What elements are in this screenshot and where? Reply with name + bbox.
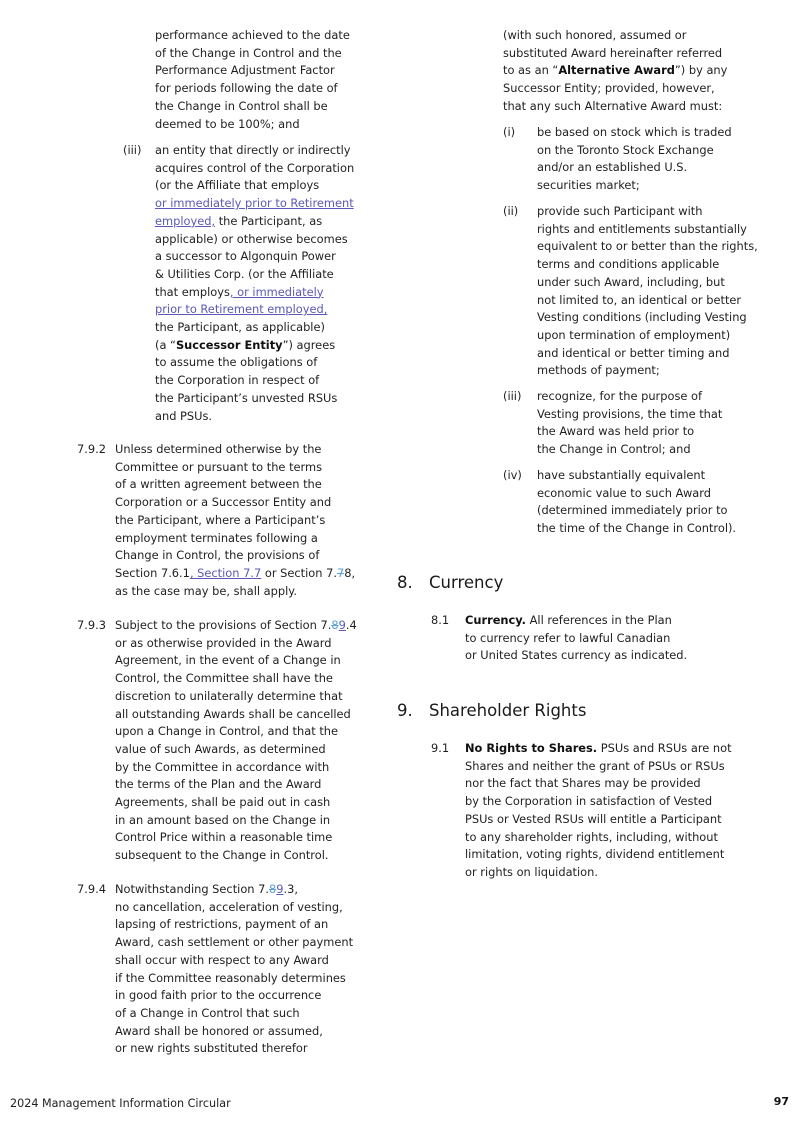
text-line: rights and entitlements substantially: [537, 221, 747, 236]
tracked-insertion: or immediately prior to Retirement: [155, 196, 354, 211]
text-line: methods of payment;: [537, 363, 660, 378]
text-line: value of such Awards, as determined: [115, 741, 326, 756]
text-line: the Participant, where a Participant’s: [115, 512, 326, 527]
list-item: [537, 467, 736, 538]
subsection-title: No Rights to Shares.: [465, 741, 598, 755]
text-line: or as otherwise provided in the Award: [115, 635, 332, 650]
text-line: a successor to Algonquin Power: [155, 249, 336, 264]
text-line: [115, 617, 357, 635]
text-line: the time of the Change in Control).: [537, 521, 737, 536]
text-line: the Participant’s unvested RSUs: [155, 390, 338, 405]
tracked-deletion: 8: [269, 882, 277, 896]
text-line: if the Committee reasonably determines: [115, 970, 346, 985]
text-line: (determined immediately prior to: [537, 503, 728, 518]
section-7-9-4: [115, 881, 353, 1058]
text-line: not limited to, an identical or better: [537, 292, 742, 307]
text-line: or new rights substituted therefor: [115, 1041, 308, 1056]
text-line: [155, 213, 354, 231]
text-run: that employs: [155, 284, 230, 299]
text-line: to any shareholder rights, including, without: [465, 829, 718, 844]
page-number: 97: [773, 1095, 789, 1108]
tracked-insertion: 9: [338, 618, 346, 632]
text-line: Successor Entity; provided, however,: [503, 81, 715, 96]
subsection-9-1: [465, 740, 732, 882]
text-run: ”) agrees: [282, 337, 336, 352]
text-run: PSUs and RSUs are not: [597, 741, 732, 755]
tracked-insertion: , Section 7.7: [189, 565, 262, 580]
subsection-8-1: [465, 612, 687, 665]
text-line: Award, cash settlement or other payment: [115, 935, 354, 950]
text-line: [155, 195, 354, 213]
text-line: all outstanding Awards shall be cancelled: [115, 706, 351, 721]
footer-document-title: 2024 Management Information Circular: [10, 1097, 231, 1110]
tracked-insertion: 9: [276, 882, 284, 896]
text-line: substituted Award hereinafter referred: [503, 45, 723, 60]
text-run: .3,: [283, 882, 298, 896]
text-run: ”) by any: [674, 63, 728, 78]
tracked-deletion: 8: [331, 618, 339, 632]
text-line: Control, the Committee shall have the: [115, 671, 333, 686]
text-line: limitation, voting rights, dividend entitlement: [465, 847, 725, 862]
section-9-heading: Shareholder Rights: [429, 701, 587, 720]
text-line: Performance Adjustment Factor: [155, 63, 335, 78]
text-line: Award shall be honored or assumed,: [115, 1023, 323, 1038]
list-item: [537, 124, 732, 195]
text-run: or Section 7.: [261, 565, 337, 580]
text-line: lapsing of restrictions, payment of an: [115, 917, 329, 932]
text-line: under such Award, including, but: [537, 274, 725, 289]
tracked-deletion: 7: [336, 565, 345, 580]
text-line: [503, 62, 727, 80]
text-line: [465, 612, 687, 630]
text-line: the Award was held prior to: [537, 424, 695, 439]
text-line: [465, 740, 732, 758]
text-line: be based on stock which is traded: [537, 125, 732, 139]
text-run: Notwithstanding Section 7.: [115, 882, 269, 896]
text-line: or rights on liquidation.: [465, 864, 598, 879]
text-line: in good faith prior to the occurrence: [115, 988, 322, 1003]
item-number: (iii): [503, 389, 522, 403]
text-line: or United States currency as indicated.: [465, 648, 688, 663]
text-line: by the Corporation in satisfaction of Vested: [465, 794, 713, 809]
text-line: on the Toronto Stock Exchange: [537, 142, 714, 157]
tracked-insertion: employed,: [155, 213, 216, 228]
text-line: Unless determined otherwise by the: [115, 442, 322, 456]
text-line: subsequent to the Change in Control.: [115, 848, 329, 863]
text-line: economic value to such Award: [537, 485, 711, 500]
text-line: terms and conditions applicable: [537, 257, 720, 272]
text-run: .4: [345, 618, 357, 632]
text-line: upon termination of employment): [537, 327, 731, 342]
text-line: & Utilities Corp. (or the Affiliate: [155, 266, 334, 281]
text-line: have substantially equivalent: [537, 468, 706, 482]
text-line: Shares and neither the grant of PSUs or RSUs: [465, 758, 725, 773]
text-line: (with such honored, assumed or: [503, 28, 687, 42]
text-line: the Participant, as applicable): [155, 320, 325, 335]
text-line: [155, 301, 354, 319]
text-line: the Change in Control; and: [537, 442, 691, 457]
text-line: by the Committee in accordance with: [115, 759, 330, 774]
text-line: deemed to be 100%; and: [155, 116, 300, 131]
text-line: Corporation or a Successor Entity and: [115, 495, 332, 510]
item-number: (iv): [503, 468, 522, 482]
text-line: and PSUs.: [155, 408, 213, 423]
text-line: Vesting conditions (including Vesting: [537, 310, 747, 325]
text-run: 8,: [344, 565, 356, 580]
text-line: for periods following the date of: [155, 81, 338, 96]
text-run: Section 7.6.1: [115, 565, 190, 580]
text-line: recognize, for the purpose of: [537, 389, 702, 403]
text-line: an entity that directly or indirectly: [155, 143, 351, 157]
text-line: provide such Participant with: [537, 204, 703, 218]
section-number-7-9-3: 7.9.3: [77, 618, 106, 632]
text-line: of a Change in Control that such: [115, 1005, 300, 1020]
text-line: applicable) or otherwise becomes: [155, 231, 348, 246]
section-9-number: 9.: [397, 701, 413, 720]
clause-iii: [155, 142, 354, 425]
text-line: Committee or pursuant to the terms: [115, 459, 323, 474]
text-line: in an amount based on the Change in: [115, 812, 331, 827]
list-item: [537, 203, 758, 380]
text-line: of the Change in Control and the: [155, 45, 342, 60]
text-line: [115, 565, 355, 583]
subsection-title: Currency.: [465, 613, 526, 627]
text-line: Control Price within a reasonable time: [115, 830, 333, 845]
text-line: employment terminates following a: [115, 530, 318, 545]
text-line: the Change in Control shall be: [155, 98, 328, 113]
text-line: Agreement, in the event of a Change in: [115, 653, 341, 668]
item-number: (ii): [503, 204, 519, 218]
text-line: shall occur with respect to any Award: [115, 952, 329, 967]
text-line: upon a Change in Control, and that the: [115, 724, 339, 739]
section-7-9-3: [115, 617, 357, 865]
text-line: Agreements, shall be paid out in cash: [115, 795, 331, 810]
section-8-heading: Currency: [429, 573, 504, 592]
text-line: [155, 284, 354, 302]
subsection-number-8-1: 8.1: [431, 613, 450, 627]
subsection-number-9-1: 9.1: [431, 741, 450, 755]
section-number-7-9-4: 7.9.4: [77, 882, 106, 896]
text-line: the terms of the Plan and the Award: [115, 777, 322, 792]
text-run: to as an “: [503, 63, 559, 78]
tracked-insertion: , or immediately: [229, 284, 324, 299]
defined-term: Successor Entity: [175, 337, 283, 352]
text-line: to currency refer to lawful Canadian: [465, 630, 671, 645]
text-line: Change in Control, the provisions of: [115, 548, 320, 563]
list-item: [537, 388, 722, 459]
text-run: the Participant, as: [215, 213, 323, 228]
text-line: and identical or better timing and: [537, 345, 730, 360]
text-line: nor the fact that Shares may be provided: [465, 776, 701, 791]
text-line: and/or an established U.S.: [537, 160, 688, 175]
clause-number-iii: (iii): [123, 143, 142, 157]
text-line: the Corporation in respect of: [155, 373, 320, 388]
section-8-number: 8.: [397, 573, 413, 592]
text-run: Subject to the provisions of Section 7.: [115, 618, 332, 632]
text-run: All references in the Plan: [526, 613, 672, 627]
text-line: acquires control of the Corporation: [155, 160, 355, 175]
text-line: securities market;: [537, 178, 640, 193]
defined-term: Alternative Award: [558, 63, 675, 78]
text-line: [155, 337, 354, 355]
tracked-insertion: prior to Retirement employed,: [155, 302, 328, 317]
text-line: performance achieved to the date: [155, 28, 350, 42]
text-line: PSUs or Vested RSUs will entitle a Participant: [465, 811, 722, 826]
continued-clause: [155, 27, 350, 133]
text-line: equivalent to or better than the rights,: [537, 239, 758, 254]
text-line: to assume the obligations of: [155, 355, 318, 370]
text-line: Vesting provisions, the time that: [537, 406, 723, 421]
section-7-9-2: [115, 441, 355, 600]
alternative-award-intro: [503, 27, 727, 116]
text-line: that any such Alternative Award must:: [503, 98, 723, 113]
item-number: (i): [503, 125, 516, 139]
text-run: (a “: [155, 337, 176, 352]
section-number-7-9-2: 7.9.2: [77, 442, 106, 456]
text-line: of a written agreement between the: [115, 477, 322, 492]
text-line: [115, 881, 353, 899]
text-line: discretion to unilaterally determine that: [115, 688, 343, 703]
text-line: no cancellation, acceleration of vesting,: [115, 899, 343, 914]
text-line: (or the Affiliate that employs: [155, 178, 320, 193]
text-line: as the case may be, shall apply.: [115, 583, 297, 598]
